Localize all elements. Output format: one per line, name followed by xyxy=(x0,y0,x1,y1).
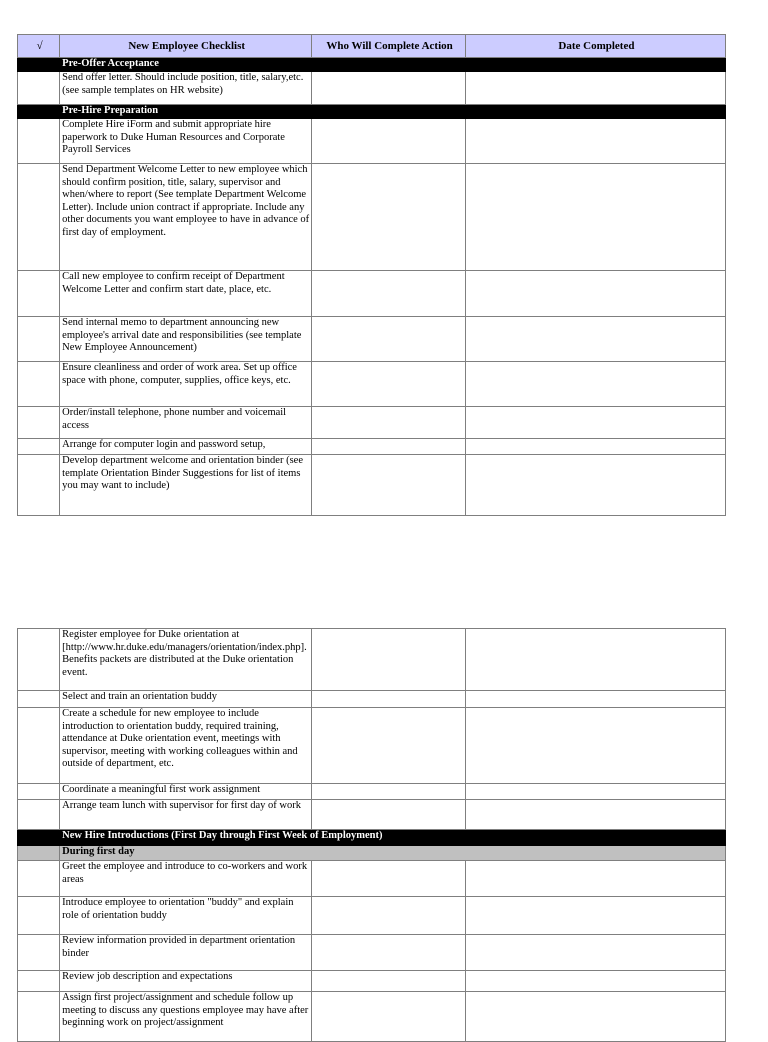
section-row-pre-hire xyxy=(18,105,726,119)
check-cell[interactable] xyxy=(18,708,60,784)
who-cell[interactable] xyxy=(312,629,466,691)
date-cell[interactable] xyxy=(465,784,725,800)
date-cell[interactable] xyxy=(465,897,725,935)
date-cell[interactable] xyxy=(465,691,725,708)
task-column-header: New Employee Checklist xyxy=(60,35,312,58)
date-cell[interactable] xyxy=(465,629,725,691)
table-row xyxy=(18,935,726,971)
date-cell[interactable] xyxy=(465,317,725,362)
check-cell[interactable] xyxy=(18,362,60,407)
date-cell[interactable] xyxy=(465,455,725,516)
task-cell: Arrange team lunch with supervisor for first day of work xyxy=(60,800,312,830)
task-cell: Introduce employee to orientation "buddy" and explain role of orientation buddy xyxy=(60,897,312,935)
subsection-check-cell xyxy=(18,846,60,861)
checklist-table-page-1 xyxy=(17,34,726,516)
check-cell[interactable] xyxy=(18,784,60,800)
check-cell[interactable] xyxy=(18,439,60,455)
section-title-pre-offer: Pre-Offer Acceptance xyxy=(60,58,726,72)
who-cell[interactable] xyxy=(312,72,466,105)
date-cell[interactable] xyxy=(465,271,725,317)
task-cell: Create a schedule for new employee to include introduction to orientation buddy, required training, attendance at Duke orientation event, meetings with supervisor, meeting with working colleagues within and outside of department, etc. xyxy=(60,708,312,784)
date-cell[interactable] xyxy=(465,407,725,439)
task-cell: Arrange for computer login and password setup, xyxy=(60,439,312,455)
who-cell[interactable] xyxy=(312,784,466,800)
who-cell[interactable] xyxy=(312,407,466,439)
check-cell[interactable] xyxy=(18,861,60,897)
section-row-pre-offer xyxy=(18,58,726,72)
who-cell[interactable] xyxy=(312,362,466,407)
table-row xyxy=(18,800,726,830)
who-cell[interactable] xyxy=(312,271,466,317)
table-row xyxy=(18,455,726,516)
check-cell[interactable] xyxy=(18,800,60,830)
check-cell[interactable] xyxy=(18,455,60,516)
who-cell[interactable] xyxy=(312,800,466,830)
section-check-cell xyxy=(18,830,60,846)
date-cell[interactable] xyxy=(465,439,725,455)
task-cell: Develop department welcome and orientation binder (see template Orientation Binder Suggestions for list of items you may want to include) xyxy=(60,455,312,516)
table-row xyxy=(18,784,726,800)
who-cell[interactable] xyxy=(312,455,466,516)
check-cell[interactable] xyxy=(18,691,60,708)
check-column-header: √ xyxy=(18,35,60,58)
task-cell: Send internal memo to department announcing new employee's arrival date and responsibilities (see template New Employee Announcement) xyxy=(60,317,312,362)
who-cell[interactable] xyxy=(312,119,466,164)
check-cell[interactable] xyxy=(18,897,60,935)
checklist-table-page-2 xyxy=(17,628,726,1042)
who-cell[interactable] xyxy=(312,992,466,1042)
date-cell[interactable] xyxy=(465,971,725,992)
date-cell[interactable] xyxy=(465,800,725,830)
table-row xyxy=(18,861,726,897)
task-cell: Review information provided in department orientation binder xyxy=(60,935,312,971)
date-column-header: Date Completed xyxy=(465,35,725,58)
date-cell[interactable] xyxy=(465,72,725,105)
section-check-cell xyxy=(18,58,60,72)
date-cell[interactable] xyxy=(465,362,725,407)
check-cell[interactable] xyxy=(18,629,60,691)
who-cell[interactable] xyxy=(312,164,466,271)
who-cell[interactable] xyxy=(312,708,466,784)
check-cell[interactable] xyxy=(18,317,60,362)
section-title-pre-hire: Pre-Hire Preparation xyxy=(60,105,726,119)
table-row xyxy=(18,992,726,1042)
table-row xyxy=(18,708,726,784)
check-cell[interactable] xyxy=(18,935,60,971)
task-cell: Send Department Welcome Letter to new employee which should confirm position, title, salary, supervisor and when/where to report (See template Department Welcome Letter). Include union contract if appropriate. Include any other documents you want employee to have in advance of first day of employment. xyxy=(60,164,312,271)
who-cell[interactable] xyxy=(312,897,466,935)
table-row xyxy=(18,629,726,691)
task-cell: Ensure cleanliness and order of work area. Set up office space with phone, computer, supplies, office keys, etc. xyxy=(60,362,312,407)
check-cell[interactable] xyxy=(18,119,60,164)
task-cell: Order/install telephone, phone number and voicemail access xyxy=(60,407,312,439)
date-cell[interactable] xyxy=(465,119,725,164)
task-cell: Review job description and expectations xyxy=(60,971,312,992)
date-cell[interactable] xyxy=(465,861,725,897)
task-cell: Register employee for Duke orientation at [http://www.hr.duke.edu/managers/orientation/index.php]. Benefits packets are distributed at the Duke orientation event. xyxy=(60,629,312,691)
table-row xyxy=(18,271,726,317)
subsection-row-first-day xyxy=(18,846,726,861)
table-row xyxy=(18,362,726,407)
section-title-introductions: New Hire Introductions (First Day through First Week of Employment) xyxy=(60,830,726,846)
section-row-introductions xyxy=(18,830,726,846)
task-cell: Send offer letter. Should include position, title, salary,etc. (see sample templates on HR website) xyxy=(60,72,312,105)
check-cell[interactable] xyxy=(18,971,60,992)
check-cell[interactable] xyxy=(18,407,60,439)
who-cell[interactable] xyxy=(312,317,466,362)
table-row xyxy=(18,317,726,362)
task-cell: Greet the employee and introduce to co-workers and work areas xyxy=(60,861,312,897)
who-cell[interactable] xyxy=(312,971,466,992)
date-cell[interactable] xyxy=(465,164,725,271)
date-cell[interactable] xyxy=(465,992,725,1042)
who-cell[interactable] xyxy=(312,861,466,897)
task-cell: Coordinate a meaningful first work assignment xyxy=(60,784,312,800)
subsection-title-first-day: During first day xyxy=(60,846,726,861)
section-check-cell xyxy=(18,105,60,119)
check-cell[interactable] xyxy=(18,992,60,1042)
table-row xyxy=(18,971,726,992)
check-cell[interactable] xyxy=(18,164,60,271)
who-column-header: Who Will Complete Action xyxy=(312,35,466,58)
table-row xyxy=(18,897,726,935)
table-row xyxy=(18,439,726,455)
task-cell: Assign first project/assignment and schedule follow up meeting to discuss any questions employee may have after beginning work on project/assignment xyxy=(60,992,312,1042)
task-cell: Call new employee to confirm receipt of Department Welcome Letter and confirm start date, place, etc. xyxy=(60,271,312,317)
date-cell[interactable] xyxy=(465,708,725,784)
task-cell: Complete Hire iForm and submit appropriate hire paperwork to Duke Human Resources and Corporate Payroll Services xyxy=(60,119,312,164)
check-cell[interactable] xyxy=(18,72,60,105)
who-cell[interactable] xyxy=(312,935,466,971)
header-row xyxy=(18,35,726,58)
who-cell[interactable] xyxy=(312,439,466,455)
check-cell[interactable] xyxy=(18,271,60,317)
table-row xyxy=(18,72,726,105)
task-cell: Select and train an orientation buddy xyxy=(60,691,312,708)
who-cell[interactable] xyxy=(312,691,466,708)
table-row xyxy=(18,164,726,271)
table-row xyxy=(18,407,726,439)
table-row xyxy=(18,119,726,164)
date-cell[interactable] xyxy=(465,935,725,971)
table-row xyxy=(18,691,726,708)
